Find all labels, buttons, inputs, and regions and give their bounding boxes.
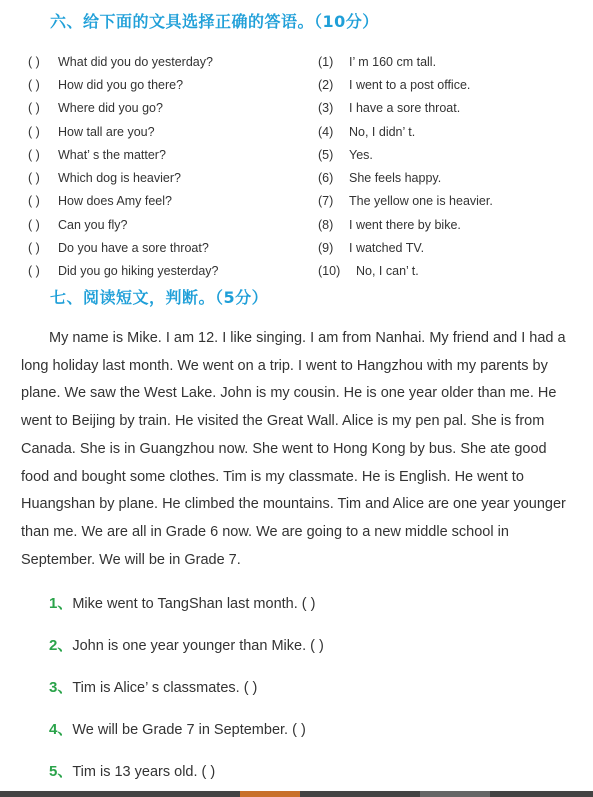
item-number: 4、	[49, 721, 73, 738]
match-row	[28, 166, 568, 189]
answer-blank: ( )	[28, 54, 40, 69]
match-row	[28, 120, 568, 143]
question-text: Which dog is heavier?	[58, 171, 181, 186]
statement-text: John is one year younger than Mike. ( )	[72, 638, 324, 654]
answer-text: No, I can’ t.	[356, 264, 419, 279]
reading-passage: My name is Mike. I am 12. I like singing. I am from Nanhai. My friend and I had a long holiday last month. We went on a trip. I went to Hangzhou with my parents by plane. We saw the West Lake. John is my cousin. He is one year older than me. He went to Beijing by train. He visited the Great Wall. Alice is my pen pal. She is from Canada. She is in Guangzhou now. She went to Hong Kong by bus. She ate good food and bought some clothes. Tim is my classmate. He is English. He went to Huangshan by plane. He climbed the mountains. Tim and Alice are one year younger than me. We are all in Grade 6 now. We are going to a new middle school in September. We will be in Grade 7.	[21, 330, 566, 568]
question-text: Can you fly?	[58, 217, 128, 232]
statement-text: We will be Grade 7 in September. ( )	[72, 722, 306, 738]
true-false-item	[49, 718, 306, 739]
statement-text: Mike went to TangShan last month. ( )	[72, 596, 316, 612]
answer-number: (8)	[318, 217, 334, 232]
question-text: Where did you go?	[58, 101, 163, 116]
match-row	[28, 213, 568, 236]
answer-text: I watched TV.	[349, 241, 425, 256]
answer-text: I went to a post office.	[349, 77, 471, 92]
answer-text: I have a sore throat.	[349, 101, 461, 116]
true-false-item	[49, 634, 324, 655]
true-false-item	[49, 592, 315, 613]
section-6-title: 六、给下面的文具选择正确的答语。（10分）	[50, 12, 379, 31]
true-false-item	[49, 676, 257, 697]
question-text: Did you go hiking yesterday?	[58, 264, 219, 279]
match-row	[28, 97, 568, 120]
match-row	[28, 260, 568, 283]
question-text: What did you do yesterday?	[58, 54, 213, 69]
statement-text: Tim is 13 years old. ( )	[72, 764, 216, 780]
item-number: 1、	[49, 595, 73, 612]
question-text: How did you go there?	[58, 77, 184, 92]
item-number: 3、	[49, 679, 73, 696]
match-row	[28, 143, 568, 166]
answer-blank: ( )	[28, 147, 40, 162]
answer-number: (4)	[318, 124, 334, 139]
answer-text: I went there by bike.	[349, 217, 461, 232]
answer-blank: ( )	[28, 241, 40, 256]
answer-number: (9)	[318, 241, 334, 256]
item-number: 2、	[49, 637, 73, 654]
match-row	[28, 73, 568, 96]
answer-number: (6)	[318, 171, 334, 186]
answer-number: (2)	[318, 77, 334, 92]
question-text: What’ s the matter?	[58, 147, 166, 162]
question-text: How does Amy feel?	[58, 194, 172, 209]
answer-blank: ( )	[28, 171, 40, 186]
matching-exercise	[28, 50, 568, 283]
match-row	[28, 236, 568, 259]
answer-blank: ( )	[28, 217, 40, 232]
answer-text: She feels happy.	[349, 171, 442, 186]
answer-text: Yes.	[349, 147, 373, 162]
answer-number: (5)	[318, 147, 334, 162]
answer-text: The yellow one is heavier.	[349, 194, 493, 209]
answer-number: (1)	[318, 54, 334, 69]
bottom-strip-segment	[420, 791, 490, 797]
item-number: 5、	[49, 763, 73, 780]
question-text: Do you have a sore throat?	[58, 241, 209, 256]
match-row	[28, 190, 568, 213]
answer-blank: ( )	[28, 194, 40, 209]
answer-number: (7)	[318, 194, 334, 209]
statement-text: Tim is Alice’ s classmates. ( )	[72, 680, 258, 696]
section-7-title: 七、阅读短文，判断。（5分）	[50, 288, 269, 307]
match-row	[28, 50, 568, 73]
question-text: How tall are you?	[58, 124, 155, 139]
answer-text: I’ m 160 cm tall.	[349, 54, 437, 69]
true-false-item	[49, 760, 215, 781]
answer-blank: ( )	[28, 264, 40, 279]
answer-blank: ( )	[28, 77, 40, 92]
bottom-strip	[0, 791, 593, 797]
answer-number: (3)	[318, 101, 334, 116]
bottom-strip-accent	[240, 791, 300, 797]
answer-number: (10)	[318, 264, 341, 279]
answer-blank: ( )	[28, 101, 40, 116]
answer-text: No, I didn’ t.	[349, 124, 416, 139]
answer-blank: ( )	[28, 124, 40, 139]
